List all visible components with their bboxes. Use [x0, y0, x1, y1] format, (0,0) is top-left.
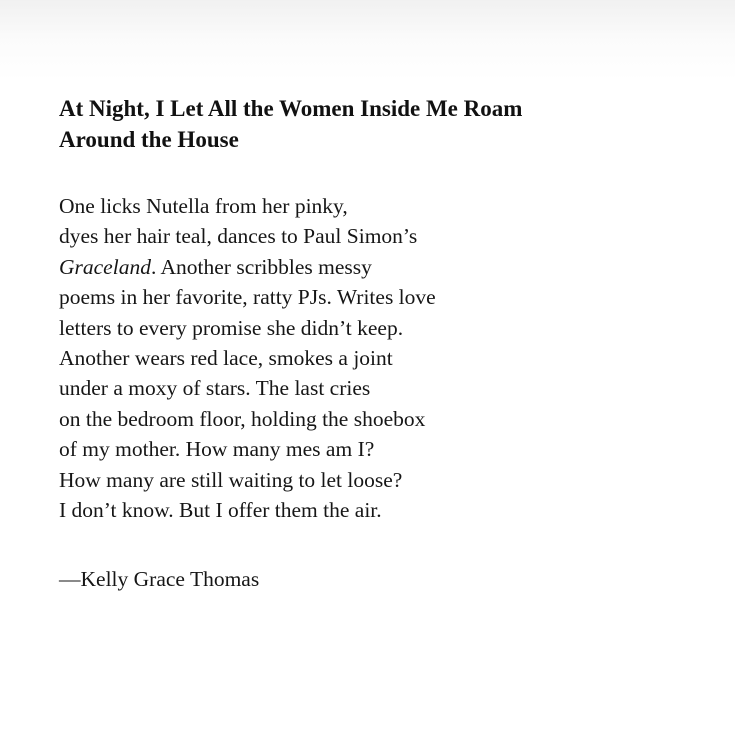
- poem-title: [59, 93, 679, 155]
- poem-line-3-rest: . Another scribbles messy: [150, 254, 372, 279]
- poem-title-line-2: Around the House: [59, 127, 239, 152]
- poem-line-8: on the bedroom floor, holding the shoebox: [59, 406, 426, 431]
- poem-title-line-1: At Night, I Let All the Women Inside Me Roam: [59, 96, 523, 121]
- poem-line-6: Another wears red lace, smokes a joint: [59, 346, 393, 371]
- poem-attribution: —Kelly Grace Thomas: [59, 567, 260, 591]
- poem-line-7: under a moxy of stars. The last cries: [59, 376, 371, 401]
- album-title-graceland: Graceland: [59, 254, 151, 279]
- poem-line-9: of my mother. How many mes am I?: [59, 437, 375, 462]
- poem-line-1: One licks Nutella from her pinky,: [59, 194, 348, 218]
- poem-line-4: poems in her favorite, ratty PJs. Writes love: [59, 285, 436, 310]
- poem-line-3: [59, 252, 699, 282]
- poem-line-10: How many are still waiting to let loose?: [59, 467, 403, 492]
- poem-line-5: letters to every promise she didn’t keep.: [59, 315, 404, 340]
- poem-line-11: I don’t know. But I offer them the air.: [59, 498, 382, 523]
- poem-line-2: dyes her hair teal, dances to Paul Simon’s: [59, 224, 418, 249]
- poem-body: [59, 191, 699, 525]
